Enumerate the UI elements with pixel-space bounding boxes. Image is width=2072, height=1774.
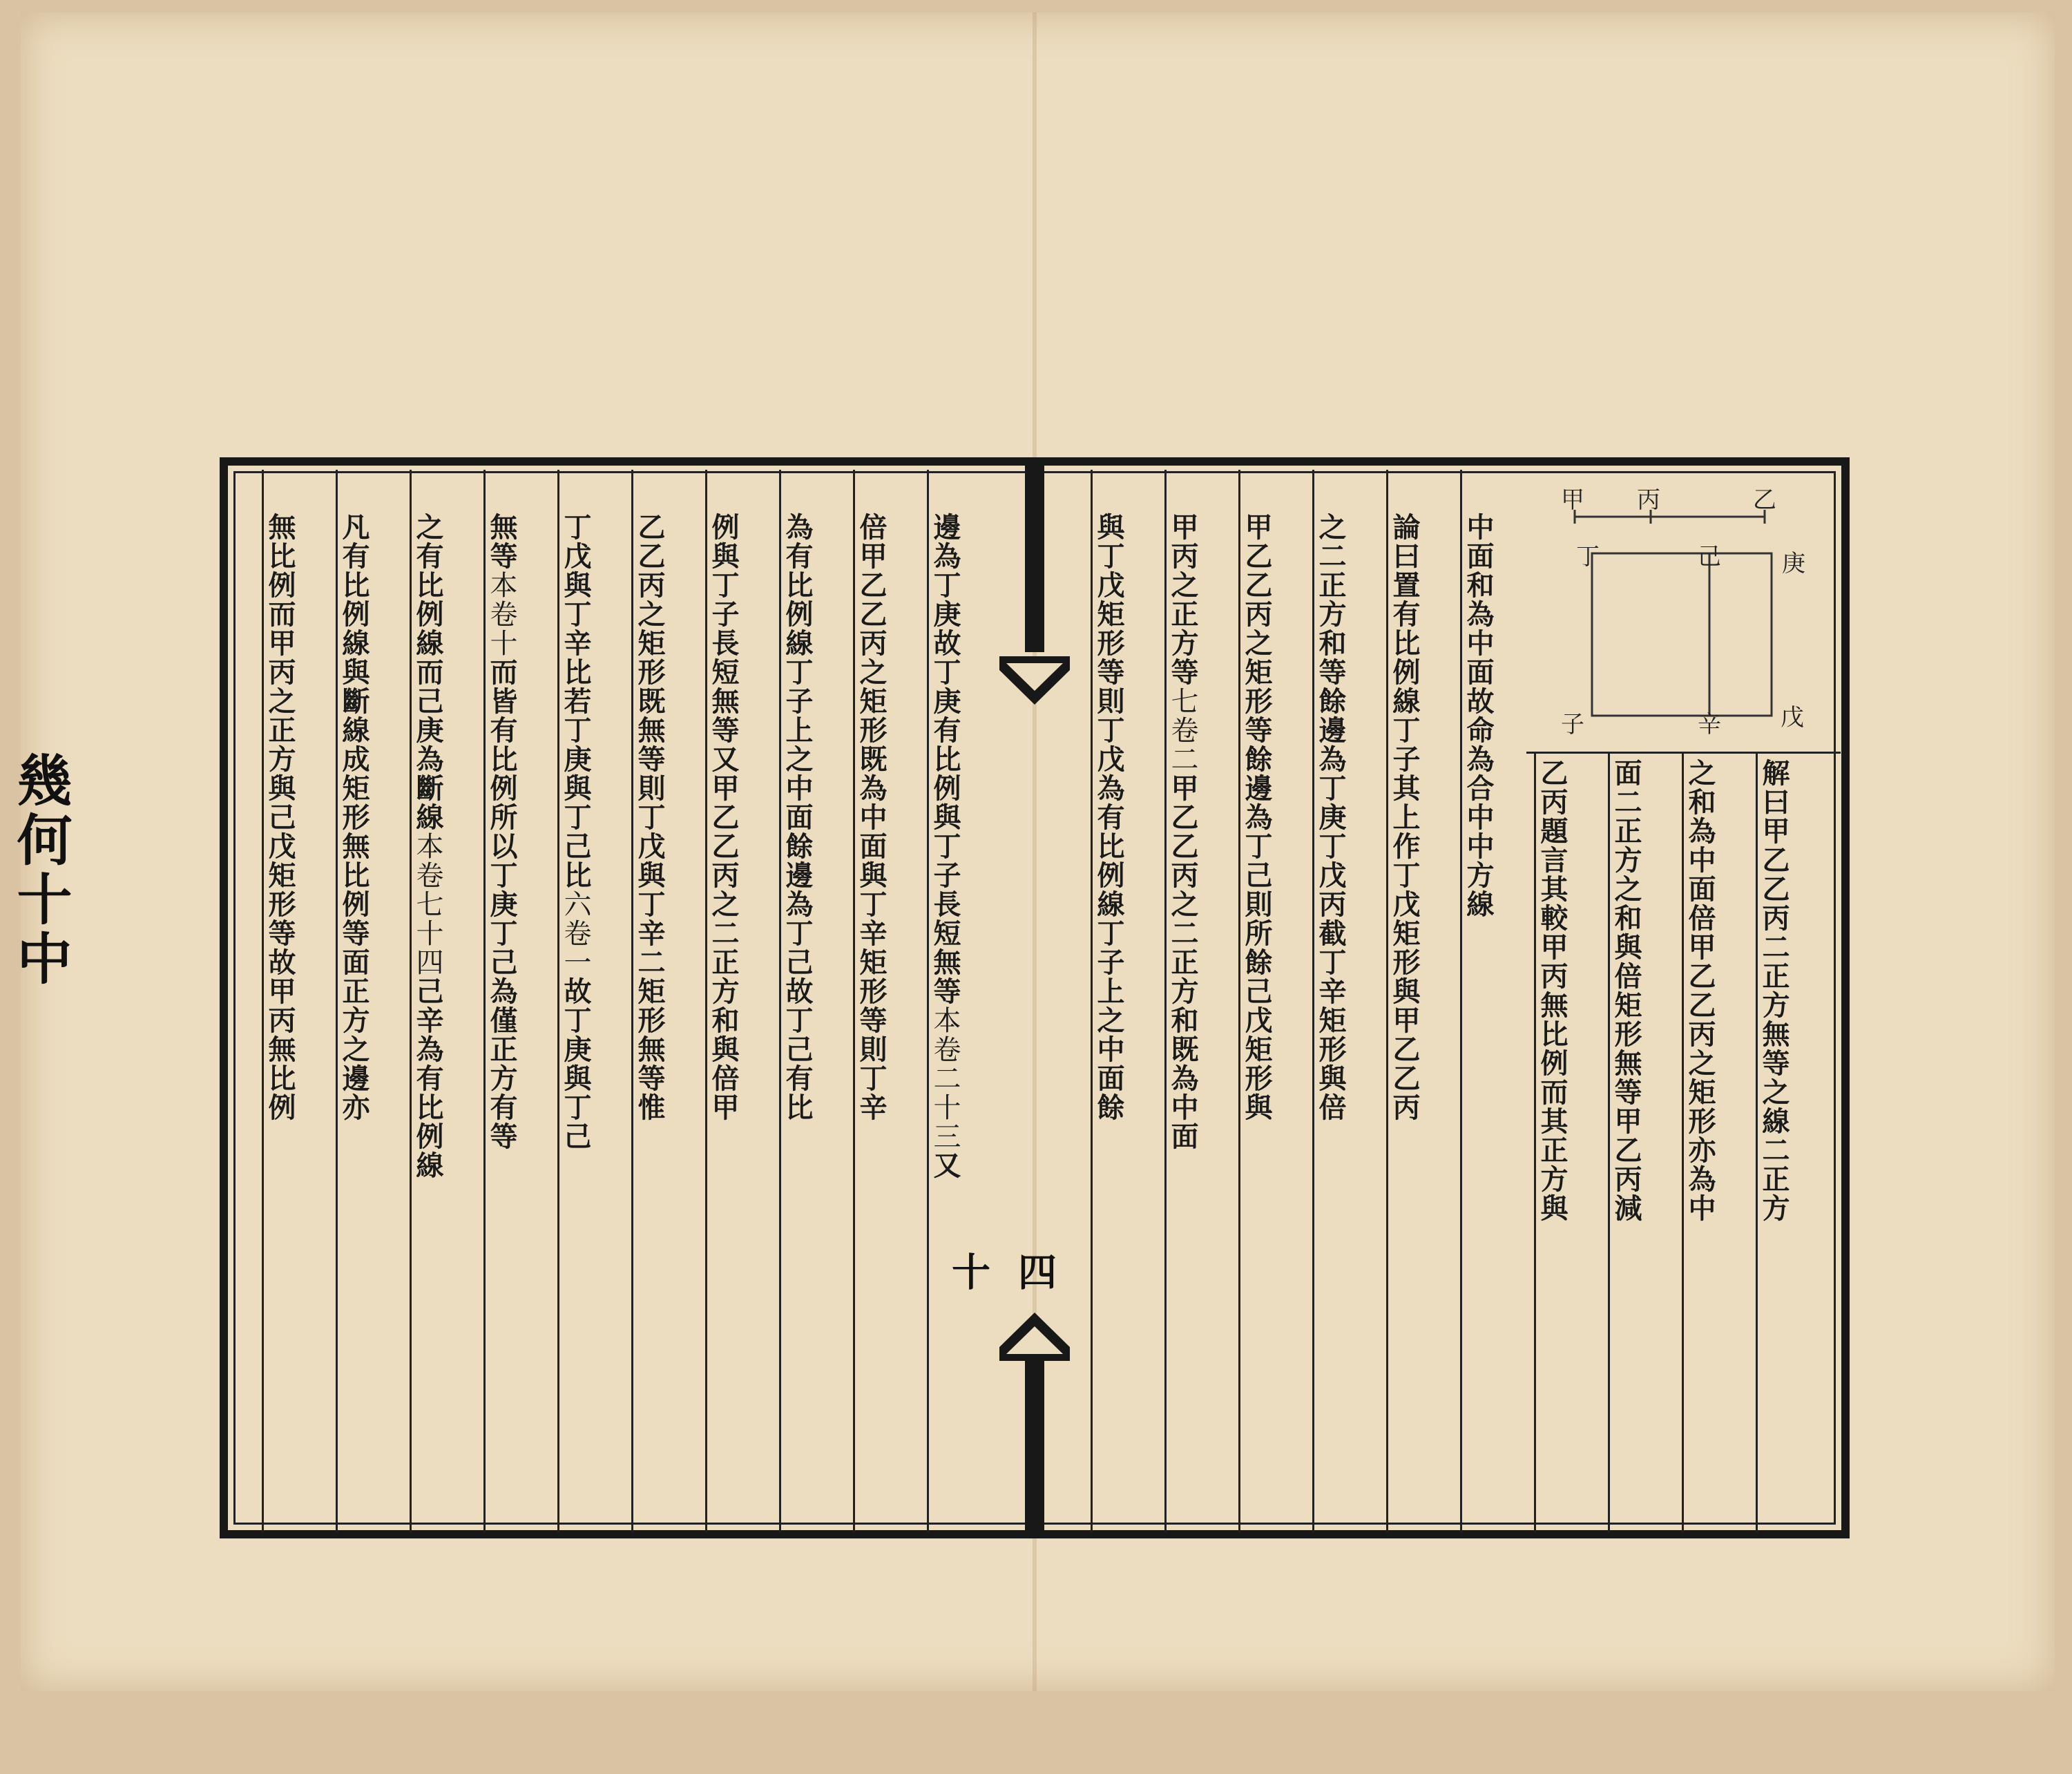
center-strip — [946, 466, 1075, 1530]
column-text: 中面和為中面故命為合中中方線 — [1462, 513, 1495, 919]
column-text-continued: 又 — [929, 1151, 961, 1180]
fish-tail-bottom-icon — [999, 1299, 1070, 1361]
column-text: 乙丙題言其較甲丙無比例而其正方與 — [1536, 759, 1569, 1223]
column-text: 例與丁子長短無等又甲乙乙丙之二正方和與倍甲 — [707, 513, 740, 1122]
column-annotation: 六卷一 — [559, 890, 591, 977]
text-column — [338, 513, 370, 1528]
geometry-diagram — [1533, 474, 1837, 750]
center-bar-top — [1025, 466, 1044, 652]
fish-tail-top-icon — [999, 656, 1070, 718]
label-geng: 庚 — [1782, 550, 1805, 578]
column-text: 之二正方和等餘邊為丁庚丁戊丙截丁辛矩形與倍 — [1314, 513, 1347, 1122]
text-column — [412, 513, 444, 1528]
text-column — [559, 513, 592, 1528]
center-bar-bottom — [1025, 1336, 1044, 1530]
center-book-title: 幾何十中 — [8, 752, 73, 989]
column-text: 甲丙之正方等 — [1167, 513, 1199, 687]
label-ji: 己 — [1698, 543, 1721, 571]
column-text: 論曰置有比例線丁子其上作丁戊矩形與甲乙乙丙 — [1388, 513, 1421, 1122]
text-column — [1612, 759, 1640, 1774]
text-column — [1167, 513, 1199, 1528]
column-text: 邊為丁庚故丁庚有比例與丁子長短無等 — [929, 513, 961, 1006]
column-text-continued: 甲乙乙丙之二正方和既為中面 — [1167, 774, 1199, 1151]
text-column — [1686, 759, 1714, 1774]
column-text-continued: 故丁庚與丁己 — [559, 977, 592, 1151]
column-text: 為有比例線丁子上之中面餘邊為丁己故丁己有比 — [781, 513, 814, 1122]
column-text: 凡有比例線與斷線成矩形無比例等面正方之邊亦 — [338, 513, 370, 1122]
text-column — [1758, 759, 1790, 1774]
text-column — [707, 513, 740, 1528]
column-text: 無等 — [486, 513, 518, 571]
text-column — [1536, 759, 1569, 1774]
column-text-continued: 己辛為有比例線 — [412, 977, 444, 1180]
label-wu: 戊 — [1781, 704, 1804, 732]
text-column — [266, 513, 294, 1528]
column-text: 甲乙乙丙之矩形等餘邊為丁己則所餘己戊矩形與 — [1240, 513, 1273, 1122]
text-column — [781, 513, 814, 1528]
text-column — [1240, 513, 1273, 1528]
label-bing: 丙 — [1637, 486, 1660, 514]
column-text: 之和為中面倍甲乙乙丙之矩形亦為中 — [1684, 759, 1716, 1223]
label-jia: 甲 — [1561, 486, 1584, 514]
column-annotation: 本卷十 — [486, 571, 517, 658]
column-text: 無比例而甲丙之正方與己戊矩形等故甲丙無比例 — [264, 513, 296, 1122]
text-column — [633, 513, 666, 1528]
column-annotation: 本卷二十三 — [929, 1006, 961, 1151]
column-text: 面二正方之和與倍矩形無等甲乙丙減 — [1610, 759, 1642, 1223]
label-ding: 丁 — [1576, 543, 1600, 571]
text-column — [1388, 513, 1421, 1528]
text-column — [486, 513, 518, 1528]
column-text-continued: 而皆有比例所以丁庚丁己為僅正方有等 — [486, 658, 518, 1151]
text-column — [1093, 513, 1125, 1528]
label-yi: 乙 — [1753, 486, 1776, 514]
text-column — [931, 513, 959, 1528]
column-text: 解曰甲乙乙丙二正方無等之線二正方 — [1758, 759, 1790, 1223]
column-annotation: 七卷二 — [1167, 687, 1198, 774]
column-text: 與丁戊矩形等則丁戊為有比例線丁子上之中面餘 — [1093, 513, 1125, 1122]
text-column — [1462, 513, 1495, 1528]
label-xin: 辛 — [1698, 711, 1721, 738]
column-text: 乙乙丙之矩形既無等則丁戊與丁辛二矩形無等惟 — [633, 513, 666, 1122]
page-number: 四十 — [946, 1252, 1057, 1290]
label-zi: 子 — [1561, 711, 1584, 738]
column-text: 之有比例線而己庚為斷線 — [412, 513, 444, 832]
text-column — [1314, 513, 1347, 1528]
diagram-bottom-rule — [1526, 752, 1841, 754]
column-text: 倍甲乙乙丙之矩形既為中面與丁辛矩形等則丁辛 — [855, 513, 888, 1122]
text-column — [855, 513, 888, 1528]
column-annotation: 本卷七十四 — [412, 832, 443, 977]
column-text: 丁戊與丁辛比若丁庚與丁己比 — [559, 513, 592, 890]
